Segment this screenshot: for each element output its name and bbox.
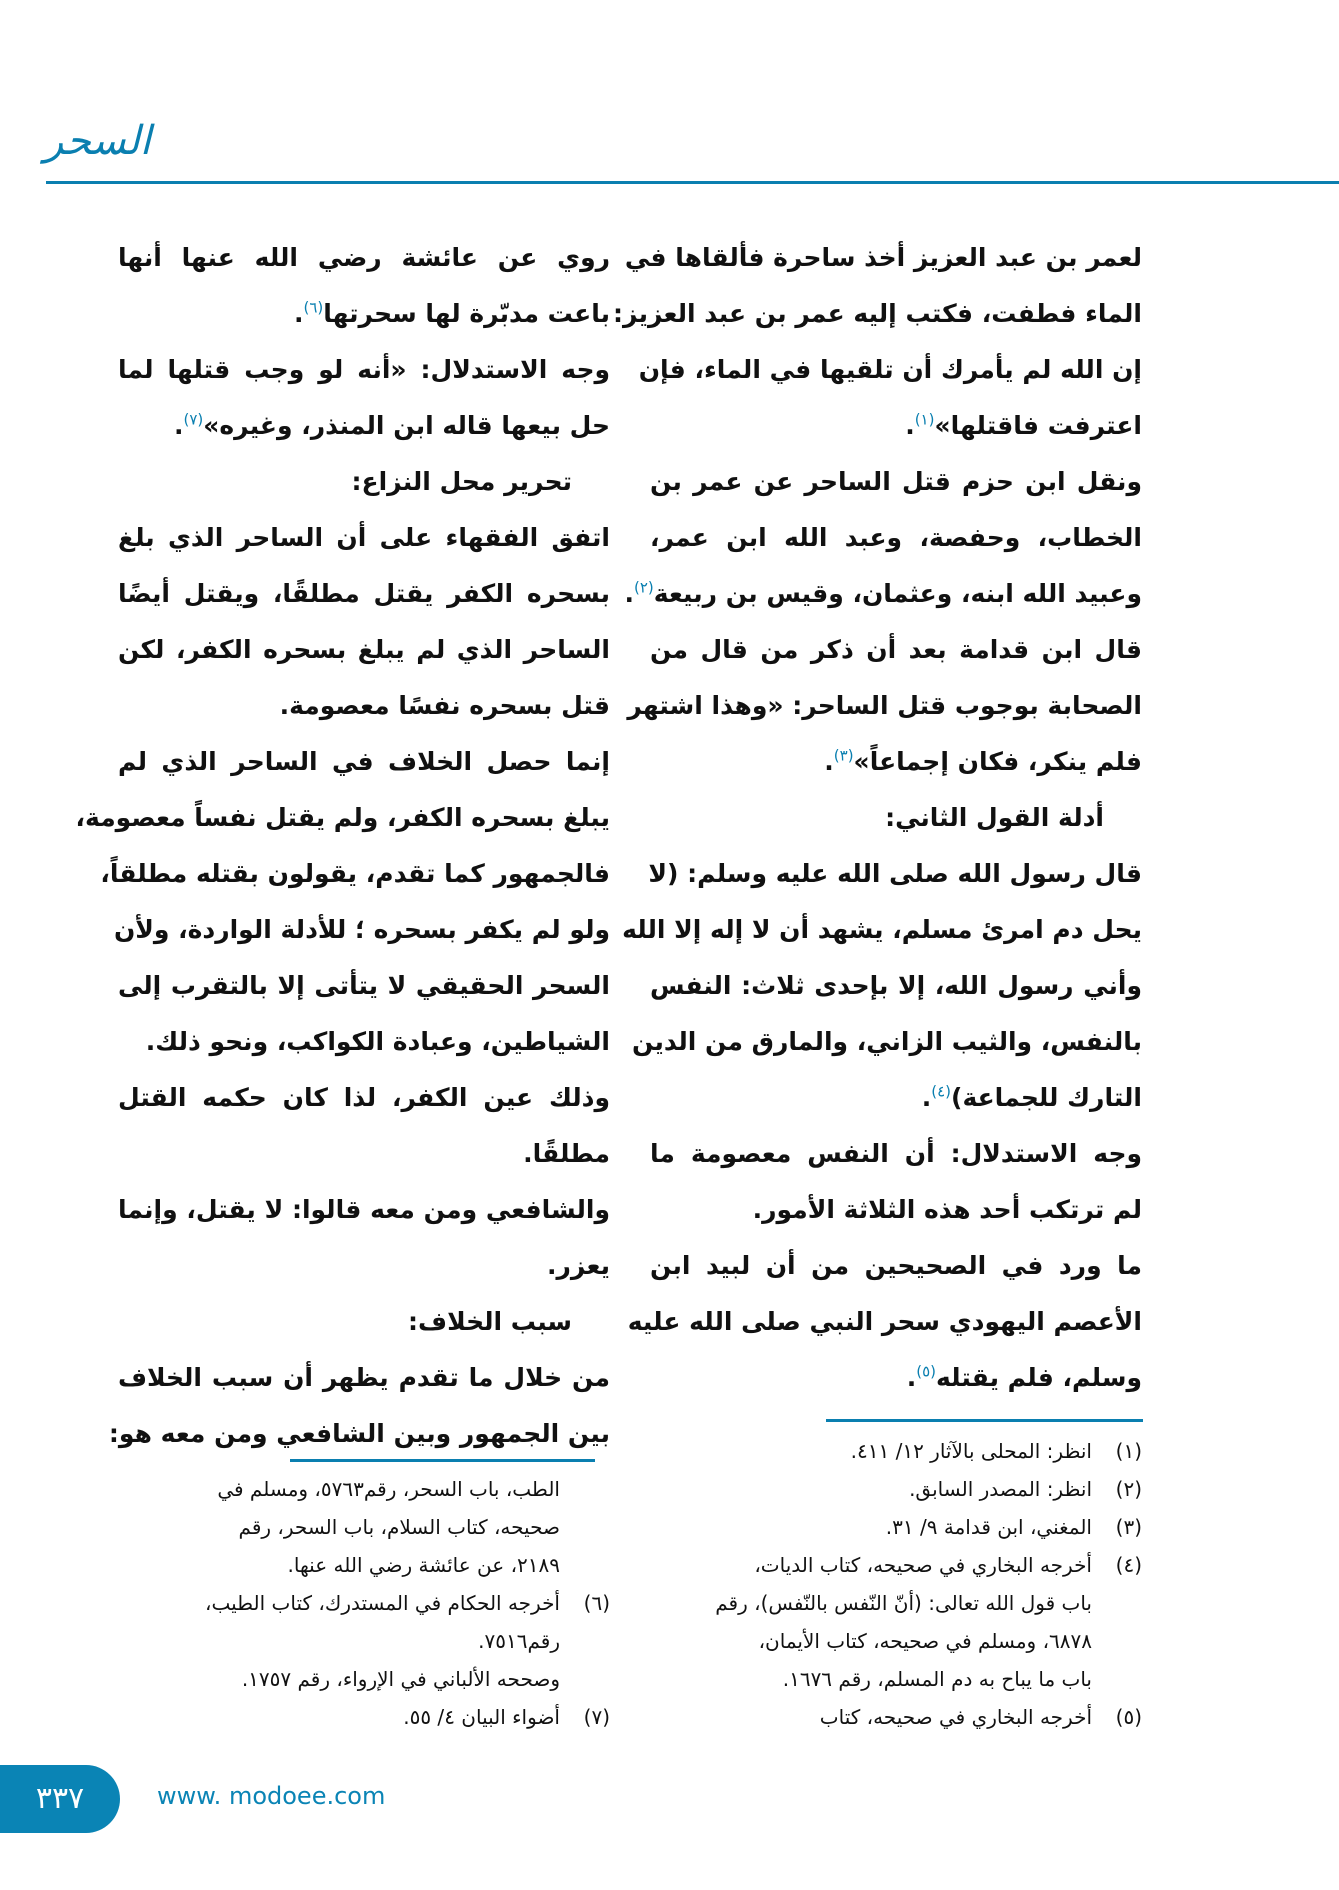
footnote-marker[interactable]: (٢): [633, 578, 654, 597]
line-text: فلم ينكر، فكان إجماعاً»: [853, 747, 1142, 776]
footnote-number: (٣): [1115, 1515, 1142, 1539]
footnote-number: (٧): [583, 1705, 610, 1729]
footnote-line: [650, 1508, 1142, 1546]
right-column: [613, 230, 1142, 1406]
text-line: [650, 734, 1142, 790]
line-text: الأعصم اليهودي سحر النبي صلى الله عليه: [627, 1307, 1142, 1336]
section-heading: [650, 790, 1142, 846]
text-line: [613, 286, 1142, 342]
footnote-line: [118, 1698, 610, 1736]
footnote-line: [650, 1584, 1142, 1622]
text-line: [650, 454, 1142, 510]
footnote-line: [118, 1660, 610, 1698]
footnote-line: [118, 1470, 610, 1508]
text-line: [650, 398, 1142, 454]
website-link[interactable]: www. modoee.com: [157, 1782, 386, 1810]
line-text: سبب الخلاف:: [408, 1307, 572, 1336]
text-line: [650, 1350, 1142, 1406]
footnote-marker[interactable]: (٧): [183, 410, 204, 429]
text-line: [650, 510, 1142, 566]
text-line: [118, 1238, 610, 1294]
line-text: ونقل ابن حزم قتل الساحر عن عمر بن: [650, 467, 1142, 496]
text-line: [118, 1350, 610, 1406]
line-text: وأني رسول الله، إلا بإحدى ثلاث: النفس: [650, 971, 1142, 1000]
footnote-text: ٦٨٧٨، ومسلم في صحيحه، كتاب الأيمان،: [758, 1629, 1092, 1653]
text-line: [118, 1126, 610, 1182]
footnote-line: [650, 1698, 1142, 1736]
text-line: [118, 1014, 610, 1070]
text-line: [650, 1182, 1142, 1238]
line-text: بسحره الكفر يقتل مطلقًا، ويقتل أيضًا: [118, 579, 610, 608]
punctuation: .: [624, 579, 634, 608]
footnote-line: [118, 1546, 610, 1584]
line-text: والشافعي ومن معه قالوا: لا يقتل، وإنما: [118, 1195, 610, 1224]
right-footnotes: [650, 1432, 1142, 1736]
footnote-text: انظر: المصدر السابق.: [909, 1477, 1092, 1501]
footnote-number: (٦): [583, 1591, 610, 1615]
text-line: [118, 622, 610, 678]
footnote-line: [650, 1546, 1142, 1584]
footnote-text: الطب، باب السحر، رقم٥٧٦٣، ومسلم في: [217, 1477, 560, 1501]
line-text: إنما حصل الخلاف في الساحر الذي لم: [118, 747, 610, 776]
footnote-number: (٤): [1115, 1553, 1142, 1577]
text-line: [118, 1182, 610, 1238]
text-line: [650, 1238, 1142, 1294]
text-line: [638, 342, 1142, 398]
line-text: اتفق الفقهاء على أن الساحر الذي بلغ: [118, 523, 610, 552]
line-text: اعترفت فاقتلها»: [934, 411, 1142, 440]
text-line: [118, 678, 610, 734]
line-text: إن الله لم يأمرك أن تلقيها في الماء، فإن: [638, 355, 1142, 384]
footnote-number: [560, 1508, 610, 1546]
footnote-marker[interactable]: (٣): [833, 746, 854, 765]
line-text: وجه الاستدلال: «أنه لو وجب قتلها لما: [118, 355, 610, 384]
line-text: قال ابن قدامة بعد أن ذكر من قال من: [650, 635, 1142, 664]
text-line: [624, 566, 1142, 622]
line-text: الشياطين، وعبادة الكواكب، ونحو ذلك.: [145, 1027, 610, 1056]
footnote-text: وصححه الألباني في الإرواء، رقم ١٧٥٧.: [241, 1667, 560, 1691]
footnote-marker[interactable]: (٥): [916, 1362, 937, 1381]
line-text: روي عن عائشة رضي الله عنها أنها: [118, 243, 610, 272]
line-text: تحرير محل النزاع:: [351, 467, 572, 496]
text-line: [632, 1014, 1142, 1070]
line-text: وذلك عين الكفر، لذا كان حكمه القتل: [118, 1083, 610, 1112]
text-line: [118, 566, 610, 622]
footnote-number: (١): [1115, 1439, 1142, 1463]
footnote-marker[interactable]: (٦): [303, 298, 324, 317]
line-text: وعبيد الله ابنه، وعثمان، وقيس بن ربيعة: [653, 579, 1142, 608]
footnote-text: انظر: المحلى بالآثار ١٢/ ٤١١.: [850, 1439, 1092, 1463]
line-text: لعمر بن عبد العزيز أخذ ساحرة فألقاها في: [624, 243, 1142, 272]
left-column: [75, 230, 610, 1462]
text-line: [118, 510, 610, 566]
line-text: الماء فطفت، فكتب إليه عمر بن عبد العزيز:: [613, 299, 1142, 328]
footnote-number: [560, 1470, 610, 1508]
text-line: [650, 1070, 1142, 1126]
line-text: ما ورد في الصحيحين من أن لبيد ابن: [650, 1251, 1142, 1280]
text-line: [118, 734, 610, 790]
line-text: أدلة القول الثاني:: [885, 803, 1104, 832]
line-text: بين الجمهور وبين الشافعي ومن معه هو:: [108, 1419, 610, 1448]
text-line: [650, 846, 1142, 902]
punctuation: .: [824, 747, 834, 776]
line-text: التارك للجماعة): [951, 1083, 1142, 1112]
text-line: [118, 398, 610, 454]
footnote-line: [118, 1508, 610, 1546]
footnote-number: [560, 1622, 610, 1660]
text-line: [627, 1294, 1142, 1350]
text-line: [627, 678, 1142, 734]
section-heading: [118, 454, 610, 510]
footnote-number: [1092, 1584, 1142, 1622]
line-text: يعزر.: [547, 1251, 610, 1280]
header-rule: [46, 181, 1339, 184]
footnote-marker[interactable]: (٤): [931, 1082, 952, 1101]
punctuation: .: [906, 1363, 917, 1392]
text-line: [622, 902, 1142, 958]
text-line: [118, 342, 610, 398]
line-text: باعت مدبّرة لها سحرتها: [323, 299, 610, 328]
text-line: [118, 1070, 610, 1126]
footnote-number: [560, 1546, 610, 1584]
footnote-line: [650, 1432, 1142, 1470]
line-text: لم ترتكب أحد هذه الثلاثة الأمور.: [752, 1195, 1142, 1224]
footnote-text: باب ما يباح به دم المسلم، رقم ١٦٧٦.: [782, 1667, 1092, 1691]
chapter-title: السحر: [44, 118, 151, 164]
footnote-number: (٥): [1115, 1705, 1142, 1729]
line-text: بالنفس، والثيب الزاني، والمارق من الدين: [632, 1027, 1142, 1056]
footnote-number: (٢): [1115, 1477, 1142, 1501]
line-text: فالجمهور كما تقدم، يقولون بقتله مطلقاً،: [100, 859, 610, 888]
line-text: قتل بسحره نفسًا معصومة.: [279, 691, 610, 720]
line-text: حل بيعها قاله ابن المنذر، وغيره»: [203, 411, 610, 440]
line-text: وجه الاستدلال: أن النفس معصومة ما: [650, 1139, 1142, 1168]
footnote-separator-right: [826, 1419, 1143, 1422]
footnote-number: [1092, 1622, 1142, 1660]
footnote-text: صحيحه، كتاب السلام، باب السحر، رقم: [238, 1515, 560, 1539]
punctuation: .: [905, 411, 915, 440]
text-line: [650, 622, 1142, 678]
text-line: [624, 230, 1142, 286]
text-line: [650, 958, 1142, 1014]
line-text: قال رسول الله صلى الله عليه وسلم: (لا: [648, 859, 1142, 888]
punctuation: .: [173, 411, 184, 440]
text-line: [650, 1126, 1142, 1182]
footnote-text: أخرجه البخاري في صحيحه، كتاب: [819, 1705, 1092, 1729]
page-number: ٣٣٧: [0, 1765, 120, 1833]
footnote-separator-left: [290, 1459, 595, 1462]
section-heading: [118, 1294, 610, 1350]
line-text: يحل دم امرئ مسلم، يشهد أن لا إله إلا الله: [622, 915, 1142, 944]
footnote-text: أضواء البيان ٤/ ٥٥.: [403, 1705, 560, 1729]
footnote-text: المغني، ابن قدامة ٩/ ٣١.: [885, 1515, 1092, 1539]
footnote-text: أخرجه الحكام في المستدرك، كتاب الطيب،: [205, 1591, 560, 1615]
line-text: وسلم، فلم يقتله: [936, 1363, 1142, 1392]
text-line: [118, 958, 610, 1014]
line-text: مطلقًا.: [523, 1139, 610, 1168]
footnote-text: ٢١٨٩، عن عائشة رضي الله عنها.: [287, 1553, 560, 1577]
footnote-text: رقم٧٥١٦.: [478, 1629, 560, 1653]
text-line: [118, 230, 610, 286]
text-line: [100, 846, 610, 902]
line-text: من خلال ما تقدم يظهر أن سبب الخلاف: [118, 1363, 610, 1392]
text-line: [118, 286, 610, 342]
footnote-line: [118, 1622, 610, 1660]
footnote-text: أخرجه البخاري في صحيحه، كتاب الديات،: [754, 1553, 1092, 1577]
text-line: [108, 1406, 610, 1462]
footnote-number: [560, 1660, 610, 1698]
left-footnotes: [118, 1470, 610, 1736]
line-text: السحر الحقيقي لا يتأتى إلا بالتقرب إلى: [118, 971, 610, 1000]
footnote-line: [118, 1584, 610, 1622]
punctuation: .: [293, 299, 304, 328]
line-text: الصحابة بوجوب قتل الساحر: «وهذا اشتهر: [627, 691, 1142, 720]
footnote-number: [1092, 1660, 1142, 1698]
line-text: الخطاب، وحفصة، وعبد الله ابن عمر،: [650, 523, 1142, 552]
line-text: ولو لم يكفر بسحره ؛ للأدلة الواردة، ولأن: [113, 915, 610, 944]
footnote-marker[interactable]: (١): [914, 410, 935, 429]
text-line: [75, 790, 610, 846]
line-text: الساحر الذي لم يبلغ بسحره الكفر، لكن: [118, 635, 610, 664]
footnote-line: [650, 1470, 1142, 1508]
line-text: يبلغ بسحره الكفر، ولم يقتل نفساً معصومة،: [75, 803, 610, 832]
footnote-line: [650, 1660, 1142, 1698]
punctuation: .: [921, 1083, 932, 1112]
footnote-line: [650, 1622, 1142, 1660]
text-line: [113, 902, 610, 958]
footnote-text: باب قول الله تعالى: (أنّ النّفس بالنّفس)، رقم: [715, 1591, 1092, 1615]
